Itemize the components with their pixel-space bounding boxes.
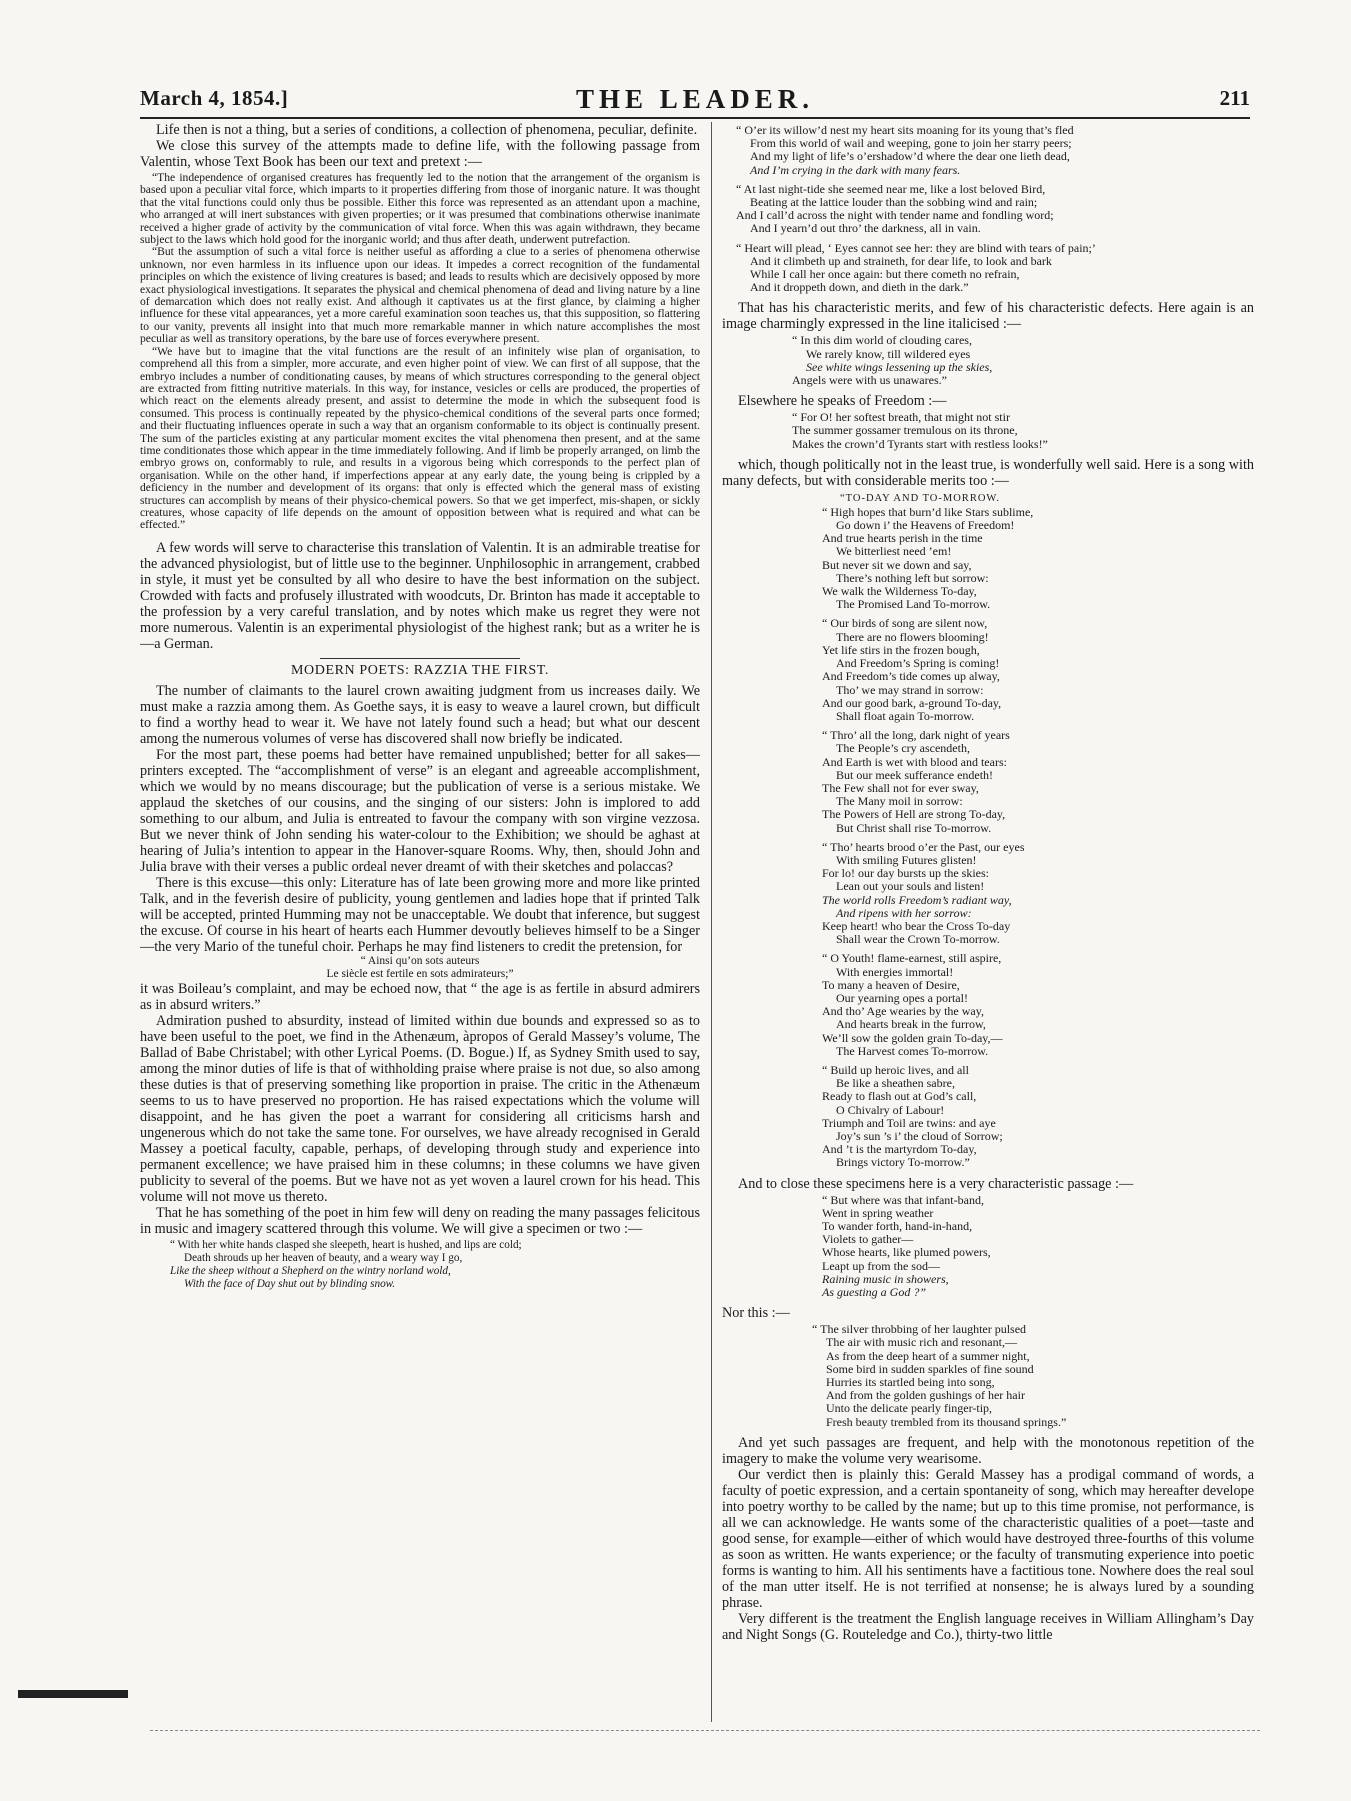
verse-line: “ Build up heroic lives, and all <box>822 1062 969 1077</box>
stanza <box>736 242 1254 295</box>
verse-line: And I yearn’d out thro’ the darkness, all in vain. <box>750 221 981 236</box>
verse-line: From this world of wail and weeping, gone to join her starry peers; <box>750 136 1072 151</box>
verse-line: And my light of life’s o’ershadow’d where the dear one lieth dead, <box>750 149 1070 164</box>
verse-line: But never sit we down and say, <box>822 557 972 572</box>
verse-stanza <box>812 1323 1254 1429</box>
verse-line: Go down i’ the Heavens of Freedom! <box>836 518 1015 533</box>
verse-line: Some bird in sudden sparkles of fine sound <box>826 1361 1034 1376</box>
stanza <box>736 183 1254 236</box>
paragraph: Our verdict then is plainly this: Gerald Massey has a prodigal command of words, a faculty of poetic expression, and a certain spontaneity of song, which may hereafter develope into poetry worthy to be called by the name; but up to this time promise, not performance, is all we can acknowledge. He wants some of the characteristic qualities of a poet—taste and good sense, for example—either of which would have destroyed three-fourths of this volume as soon as written. He wants experience; or the faculty of transmuting experience into poetic forms is wanting to him. All his sentiments have a factitious tone. Nowhere does the real soul of the man utter itself. He is not terrified at nonsense; he is always lured by a sounding phrase. <box>722 1466 1254 1611</box>
verse-line: Went in spring weather <box>822 1205 934 1220</box>
verse-line: Shall wear the Crown To-morrow. <box>836 932 1000 947</box>
french-quote-line: “ Ainsi qu’on sots auteurs <box>360 954 480 967</box>
paragraph: which, though politically not in the least true, is wonderfully well said. Here is a song with many defects, but with considerable merits too :— <box>722 456 1254 489</box>
verse-line: And from the golden gushings of her hair <box>826 1388 1025 1403</box>
verse-block <box>170 1239 700 1292</box>
french-quote-line: Le siècle est fertile en sots admirateurs;” <box>326 967 514 980</box>
verse-line: There are no flowers blooming! <box>836 629 989 644</box>
verse-line: “ High hopes that burn’d like Stars sublime, <box>822 504 1034 519</box>
verse-line: The world rolls Freedom’s radiant way, <box>822 892 1012 907</box>
valentin-quote <box>140 172 700 532</box>
verse-stanza <box>736 124 1254 294</box>
verse-line: We bitterliest need ’em! <box>836 544 952 559</box>
verse-line: “ Tho’ hearts brood o’er the Past, our eyes <box>822 839 1025 854</box>
verse-line: We’ll sow the golden grain To-day,— <box>822 1030 1003 1045</box>
verse-line: “ In this dim world of clouding cares, <box>792 333 972 348</box>
verse-line: Brings victory To-morrow.” <box>836 1155 970 1170</box>
paragraph: That he has something of the poet in him few will deny on reading the many passages felicitous in music and imagery scattered through this volume. We will give a specimen or two :— <box>140 1204 700 1237</box>
paragraph: Nor this :— <box>722 1305 790 1322</box>
verse-line: The summer gossamer tremulous on its throne, <box>792 423 1018 438</box>
verse-line: Leapt up from the sod— <box>822 1258 940 1273</box>
verse-line: Triumph and Toil are twins: and aye <box>822 1115 996 1130</box>
issue-date: March 4, 1854.] <box>140 86 289 110</box>
verse-line: Whose hearts, like plumed powers, <box>822 1245 991 1260</box>
verse-line: Hurries its startled being into song, <box>826 1375 995 1390</box>
verse-line: And true hearts perish in the time <box>822 531 983 546</box>
binding-edge <box>18 1690 128 1698</box>
stanza <box>792 334 1254 387</box>
verse-line: To many a heaven of Desire, <box>822 977 960 992</box>
paragraph: Elsewhere he speaks of Freedom :— <box>738 393 947 410</box>
verse-line: And I’m crying in the dark with many fears. <box>750 162 961 177</box>
verse-line: Lean out your souls and listen! <box>836 879 985 894</box>
paragraph: That has his characteristic merits, and few of his characteristic defects. Here again is an image charmingly expressed in the line italicised :— <box>722 300 1254 333</box>
stanza <box>736 124 1254 177</box>
poem-to-day-and-to-morrow <box>822 506 1254 1170</box>
stanza <box>822 1064 1254 1170</box>
verse-line: For lo! our day bursts up the skies: <box>822 866 989 881</box>
verse-line: Violets to gather— <box>822 1232 914 1247</box>
verse-line: “ With her white hands clasped she sleepeth, heart is hushed, and lips are cold; <box>170 1238 522 1251</box>
stanza <box>822 952 1254 1058</box>
verse-line: And hearts break in the furrow, <box>836 1017 986 1032</box>
verse-line: The Many moil in sorrow: <box>836 794 963 809</box>
stanza <box>822 1194 1254 1300</box>
verse-line: We rarely know, till wildered eyes <box>806 346 971 361</box>
page-number: 211 <box>1219 86 1250 110</box>
stanza <box>812 1323 1254 1429</box>
paragraph: it was Boileau’s complaint, and may be echoed now, that “ the age is as fertile in absurd admirers as in absurd writers.” <box>140 980 700 1013</box>
right-column <box>722 122 1254 1721</box>
verse-stanza <box>792 411 1254 451</box>
stanza <box>822 729 1254 835</box>
verse-line: See white wings lessening up the skies, <box>806 359 993 374</box>
verse-line: And I call’d across the night with tender name and fondling word; <box>736 208 1054 223</box>
paragraph: And to close these specimens here is a very characteristic passage :— <box>738 1175 1134 1192</box>
verse-line: Raining music in showers, <box>822 1271 949 1286</box>
poem-title: “TO-DAY AND TO-MORROW. <box>840 492 1000 504</box>
verse-line: But Christ shall rise To-morrow. <box>836 820 992 835</box>
column-divider <box>711 122 712 1722</box>
paragraph: Life then is not a thing, but a series of conditions, a collection of phenomena, peculiar, definite. <box>156 122 698 138</box>
verse-line: “ O Youth! flame-earnest, still aspire, <box>822 951 1002 966</box>
paragraph: A few words will serve to characterise this translation of Valentin. It is an admirable treatise for the advanced physiologist, but of little use to the beginner. Unphilosophic in arrangement, crabbed in style, it must yet be consulted by all who desire to have the best information on the subject. Crowded with facts and profusely illustrated with woodcuts, Dr. Brinton has made it acceptable to the profession by a very careful translation, and by notes which make us regret they were not more numerous. Valentin is an experimental physiologist of the highest rank; but as a writer he is—a German. <box>140 539 700 652</box>
verse-line: With the face of Day shut out by blinding snow. <box>184 1278 396 1291</box>
verse-line: “ For O! her softest breath, that might not stir <box>792 410 1010 425</box>
verse-line: While I call her once again: but there cometh no refrain, <box>750 267 1020 282</box>
bottom-rule <box>150 1730 1260 1731</box>
verse-line: With smiling Futures glisten! <box>836 852 977 867</box>
verse-line: Beating at the lattice louder than the sobbing wind and rain; <box>750 195 1038 210</box>
verse-line: Be like a sheathen sabre, <box>836 1076 955 1091</box>
masthead-rule <box>140 117 1250 119</box>
verse-line: Our yearning opes a portal! <box>836 990 968 1005</box>
paragraph: Very different is the treatment the English language receives in William Allingham’s Day and Night Songs (G. Routeledge and Co.), thirty-two little <box>722 1610 1254 1643</box>
verse-line: The Powers of Hell are strong To-day, <box>822 807 1006 822</box>
verse-line: But our meek sufferance endeth! <box>836 767 994 782</box>
verse-line: Death shrouds up her heaven of beauty, and a weary way I go, <box>184 1251 463 1264</box>
quote-paragraph: “The independence of organised creatures has frequently led to the notion that the arrangement of the organism is based upon a peculiar vital force, which imparts to it properties differing from those of inorganic nature. It was thought that the vital functions could only thus be possible. Either this force was represented as an attendant upon a machine, who arranged at will inert substances with given properties; or it was presumed that combinations otherwise inanimate received a higher grade of activity by the communication of vital force. When this was again withdrawn, they became subject to the laws which hold good for the inorganic world; and thus after death, underwent putrefaction. <box>140 171 700 247</box>
paragraph: Admiration pushed to absurdity, instead of limited within due bounds and expressed so as to have been useful to the poet, we find in the Athenæum, àpropos of Gerald Massey’s volume, The Ballad of Babe Christabel; with other Lyrical Poems. (D. Bogue.) If, as Sydney Smith used to say, among the minor duties of life is that of withholding praise where praise is not due, so also among these duties is that of preserving something like proportion in praise. The critic in the Athenæum seems to us to have preserved no proportion. He has raised expectations which the volume will disappoint, and he has given the poet a warrant for considering all criticisms harsh and ungenerous which do not take the same tone. For ourselves, we have already recognised in Gerald Massey a poetical faculty, capable, perhaps, of developing through study and experience into permanent excellence; we have praised him in these columns; in these columns we have given publicity to several of the poems. But we have not as yet woven a laurel crown for his head. This volume will not move us thereto. <box>140 1012 700 1205</box>
verse-line: Angels were with us unawares.” <box>792 373 947 388</box>
verse-line: “ The silver throbbing of her laughter pulsed <box>812 1322 1027 1337</box>
left-column <box>140 122 700 1721</box>
verse-line: And it droppeth down, and dieth in the dark.” <box>750 280 969 295</box>
newspaper-title: THE LEADER. <box>575 84 815 114</box>
verse-line: Tho’ we may strand in sorrow: <box>836 682 984 697</box>
stanza <box>822 617 1254 723</box>
verse-line: The air with music rich and resonant,— <box>826 1335 1017 1350</box>
verse-line: And Freedom’s tide comes up alway, <box>822 669 1000 684</box>
verse-line: And ’t is the martyrdom To-day, <box>822 1142 977 1157</box>
verse-line: And ripens with her sorrow: <box>836 905 972 920</box>
verse-line: Fresh beauty trembled from its thousand springs.” <box>826 1414 1067 1429</box>
verse-line: There’s nothing left but sorrow: <box>836 570 989 585</box>
verse-line: “ At last night-tide she seemed near me, like a lost beloved Bird, <box>736 181 1046 196</box>
section-rule <box>320 658 520 659</box>
verse-line: As guesting a God ?” <box>822 1285 927 1300</box>
verse-line: Ready to flash out at God’s call, <box>822 1089 977 1104</box>
verse-line: And tho’ Age wearies by the way, <box>822 1004 984 1019</box>
stanza <box>822 506 1254 612</box>
verse-line: We walk the Wilderness To-day, <box>822 584 977 599</box>
paragraph: There is this excuse—this only: Literature has of late been growing more and more like printed Talk, and in the feverish desire of publicity, young gentlemen and ladies hope that if printed Talk will be accepted, printed Humming may not be unacceptable. We doubt that inference, but suggest the excuse. Of course in his heart of hearts each Hummer devoutly believes himself to be a Singer—the very Mario of the tuneful choir. Perhaps he may find listeners to credit the pretension, for <box>140 874 700 955</box>
section-heading: MODERN POETS: RAZZIA THE FIRST. <box>290 662 550 678</box>
verse-line: “ O’er its willow’d nest my heart sits moaning for its young that’s fled <box>736 123 1074 137</box>
verse-line: Like the sheep without a Shepherd on the wintry norland wold, <box>170 1265 451 1278</box>
verse-line: And Earth is wet with blood and tears: <box>822 754 1007 769</box>
verse-line: The Harvest comes To-morrow. <box>836 1043 989 1058</box>
verse-line: The Few shall not for ever sway, <box>822 780 979 795</box>
verse-line: Shall float again To-morrow. <box>836 708 975 723</box>
verse-line: Makes the crown’d Tyrants start with restless looks!” <box>792 436 1048 451</box>
verse-line: Keep heart! who bear the Cross To-day <box>822 918 1011 933</box>
paragraph: And yet such passages are frequent, and help with the monotonous repetition of the imagery to make the volume very wearisome. <box>722 1434 1254 1467</box>
verse-line: And it climbeth up and straineth, for dear life, to look and bark <box>750 253 1052 268</box>
verse-stanza <box>822 1194 1254 1300</box>
quote-paragraph: “But the assumption of such a vital force is neither useful as affording a clue to a series of phenomena otherwise unknown, nor even harmless in its influence upon our ideas. It impedes a correct recognition of the fundamental principles on which the existence of living creatures is based; and leads to results which are decisively opposed by more exact physiological investigations. It separates the physical and chemical phenomena of dead and living nature by a line of demarcation which does not really exist. And although it captivates us at the first glance, by claiming a higher influence for these vital appearances, yet a more careful examination soon teaches us, that this supposition, so flattering to our vanity, prevents all insight into that much more remarkable manner in which nature accomplishes the most peculiar as well as transitory operations, by the bare use of forces everywhere present. <box>140 245 700 346</box>
verse-line: Yet life stirs in the frozen bough, <box>822 642 980 657</box>
verse-line: The People’s cry ascendeth, <box>836 741 970 756</box>
paragraph: For the most part, these poems had better have remained unpublished; better for all sakes—printers excepted. The “accomplishment of verse” is an elegant and agreeable accomplishment, which we would by no means discourage; but the publication of verse is a serious mistake. We applaud the sketches of our cousins, and the singing of our sisters: John is implored to add something to our album, and Julia is entreated to favour the company with son virgine vezzosa. But we never think of John sending his water-colour to the Exhibition; we should be aghast at hearing of Julia’s intention to appear in the Hanover-square Rooms. Why, then, should John and Julia brave with their verses a public ordeal never dreamt of with their sketches and polaccas? <box>140 746 700 875</box>
verse-line: Unto the delicate pearly finger-tip, <box>826 1401 993 1416</box>
verse-line: And Freedom’s Spring is coming! <box>836 656 1000 671</box>
verse-line: “ Heart will plead, ‘ Eyes cannot see her: they are blind with tears of pain;’ <box>736 240 1096 255</box>
verse-line: The Promised Land To-morrow. <box>836 597 991 612</box>
verse-line: “ Thro’ all the long, dark night of years <box>822 728 1010 743</box>
verse-line: O Chivalry of Labour! <box>836 1102 945 1117</box>
verse-line: As from the deep heart of a summer night, <box>826 1348 1030 1363</box>
verse-line: And our good bark, a-ground To-day, <box>822 695 1002 710</box>
verse-line: “ But where was that infant-band, <box>822 1192 984 1207</box>
stanza <box>822 841 1254 947</box>
verse-stanza <box>792 334 1254 387</box>
paragraph: We close this survey of the attempts made to define life, with the following passage from Valentin, whose Text Book has been our text and pretext :— <box>140 138 700 170</box>
verse-line: Joy’s sun ’s i’ the cloud of Sorrow; <box>836 1129 1003 1143</box>
quote-paragraph: “We have but to imagine that the vital functions are the result of an infinitely wise plan of organisation, to comprehend all this from a simpler, more accurate, and even higher point of view. We can first of all suppose, that the embryo includes a number of conditionating causes, by means of which structures corresponding to the general object are extracted from fitting nutritive materials. In this way, for instance, vesicles or cells are produced, the properties of which react on the elements already present, and assist to determine the mode in which the subsequent food is consumed. This process is continually repeated by the physico-chemical conditions of the several parts once formed; and their fluctuating influences operate in such a way that an organism conformable to its object is continually present. The sum of the particles existing at any particular moment excites the vital phenomena then present, and at the same time conditionates those which appear in the time immediately following. And if limb be properly arranged, on limb the embryo grows on, conformably to rule, and results in a vigorous being which corresponds to the perfect plan of organisation. While on the other hand, if imperfections appear at any early date, the young being is crippled by a deficiency in the number and development of its organs: that only is effected which the general mass of existing structures can accomplish by means of their physico-chemical powers. So that we get imperfect, mis-shapen, or sickly creatures, whose capacity of life depends on the amount of opposition between what is required and what can be effected.” <box>140 344 700 532</box>
verse-line: To wander forth, hand-in-hand, <box>822 1219 973 1234</box>
masthead <box>140 84 1250 118</box>
verse-line: With energies immortal! <box>836 964 954 979</box>
verse-line: “ Our birds of song are silent now, <box>822 616 988 631</box>
paragraph: The number of claimants to the laurel crown awaiting judgment from us increases daily. We must make a razzia among them. As Goethe says, it is easy to weave a laurel crown, but difficult to find a worthy head to wear it. We have not lately found such a head; but what our descent among the numerous volumes of verse has discovered shall now briefly be indicated. <box>140 682 700 747</box>
stanza <box>792 411 1254 451</box>
